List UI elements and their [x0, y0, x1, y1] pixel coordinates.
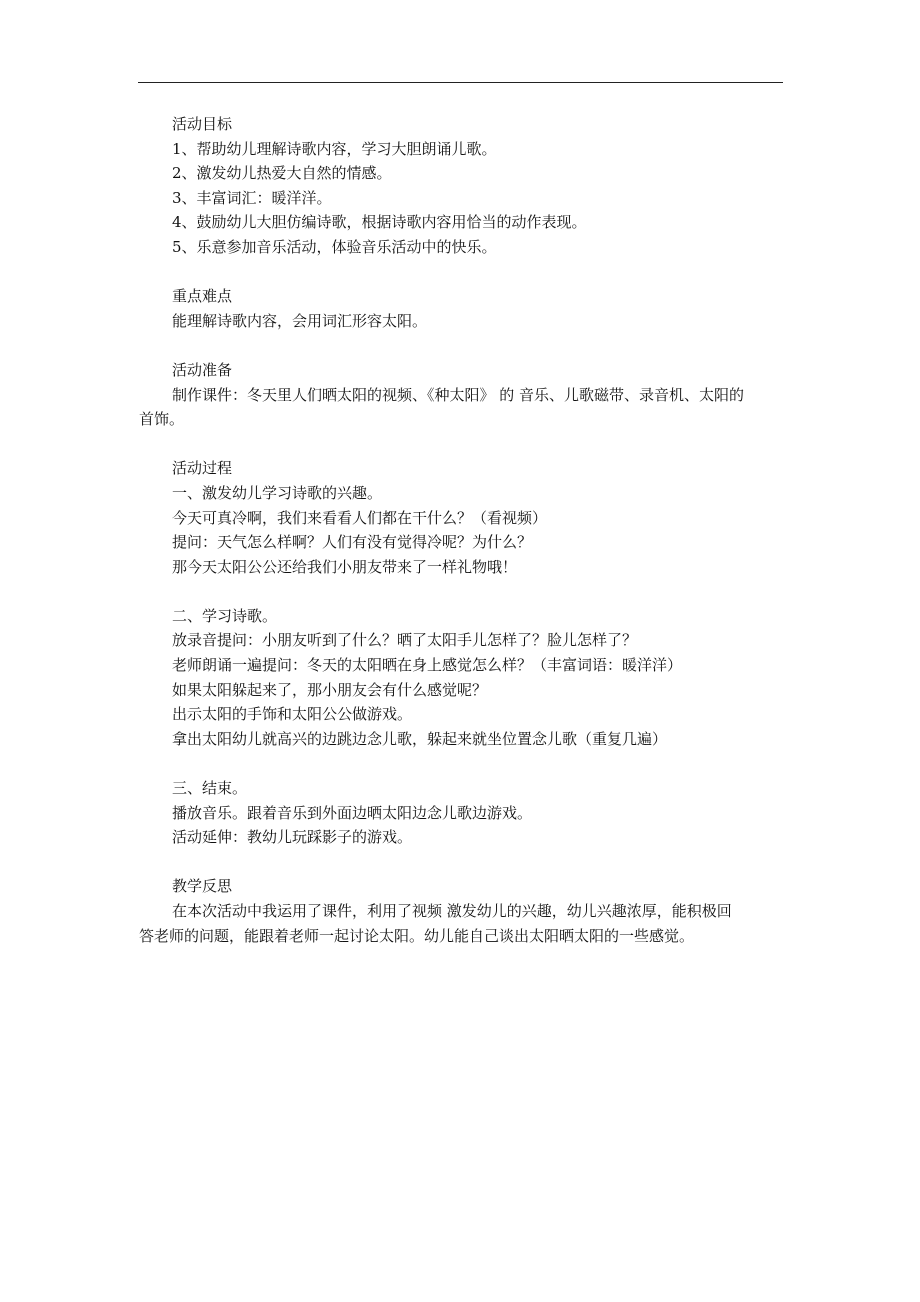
section-key-points — [172, 284, 784, 333]
spacer — [172, 432, 784, 457]
goal-item: 3、丰富词汇：暖洋洋。 — [172, 188, 332, 207]
section-preparation — [139, 358, 784, 432]
process-line: 那今天太阳公公还给我们小朋友带来了一样礼物哦！ — [172, 557, 518, 576]
goal-item: 5、乐意参加音乐活动，体验音乐活动中的快乐。 — [172, 237, 497, 256]
section-heading-reflection: 教学反思 — [172, 877, 233, 896]
preparation-line: 首饰。 — [139, 410, 185, 429]
goal-item: 1、帮助幼儿理解诗歌内容，学习大胆朗诵儿歌。 — [172, 139, 497, 158]
section-heading-process: 活动过程 — [172, 459, 233, 478]
process-line: 老师朗诵一遍提问：冬天的太阳晒在身上感觉怎么样？（丰富词语：暖洋洋） — [172, 656, 683, 675]
section-heading-goals: 活动目标 — [172, 115, 233, 133]
header-rule — [138, 82, 783, 83]
document-body — [139, 112, 784, 948]
process-part-title: 一、激发幼儿学习诗歌的兴趣。 — [172, 483, 383, 502]
preparation-line: 制作课件：冬天里人们晒太阳的视频、《种太阳》 的 音乐、儿歌磁带、录音机、太阳的 — [172, 385, 745, 404]
spacer — [172, 333, 784, 358]
key-points-text: 能理解诗歌内容，会用词汇形容太阳。 — [172, 311, 428, 330]
section-goals — [172, 112, 784, 260]
process-part-title: 三、结束。 — [172, 779, 248, 798]
section-heading-preparation: 活动准备 — [172, 360, 233, 379]
section-heading-key-points: 重点难点 — [172, 287, 233, 306]
process-line: 播放音乐。跟着音乐到外面边晒太阳边念儿歌边游戏。 — [172, 803, 533, 822]
process-line: 提问：天气怎么样啊？人们有没有觉得冷呢？为什么？ — [172, 533, 533, 552]
spacer — [172, 751, 784, 776]
spacer — [172, 850, 784, 875]
spacer — [172, 260, 784, 285]
reflection-line: 在本次活动中我运用了课件，利用了视频 激发幼儿的兴趣，幼儿兴趣浓厚，能积极回 — [172, 902, 732, 920]
spacer — [172, 579, 784, 604]
reflection-paragraph — [139, 899, 784, 948]
goal-item: 2、激发幼儿热爱大自然的情感。 — [172, 164, 392, 183]
process-line: 活动延伸：教幼儿玩踩影子的游戏。 — [172, 828, 413, 847]
goal-item: 4、鼓励幼儿大胆仿编诗歌，根据诗歌内容用恰当的动作表现。 — [172, 213, 587, 232]
process-line: 出示太阳的手饰和太阳公公做游戏。 — [172, 705, 413, 724]
preparation-paragraph — [139, 383, 784, 432]
section-reflection — [139, 874, 784, 948]
process-line: 如果太阳躲起来了，那小朋友会有什么感觉呢？ — [172, 680, 488, 699]
process-part-title: 二、学习诗歌。 — [172, 606, 278, 625]
reflection-line: 答老师的问题，能跟着老师一起讨论太阳。幼儿能自己谈出太阳晒太阳的一些感觉。 — [139, 926, 695, 945]
process-line: 今天可真冷啊，我们来看看人们都在干什么？（看视频） — [172, 508, 548, 527]
section-process — [172, 456, 784, 850]
process-line: 拿出太阳幼儿就高兴的边跳边念儿歌，躲起来就坐位置念儿歌（重复几遍） — [172, 729, 668, 748]
process-line: 放录音提问：小朋友听到了什么？晒了太阳手儿怎样了？脸儿怎样了？ — [172, 631, 638, 650]
